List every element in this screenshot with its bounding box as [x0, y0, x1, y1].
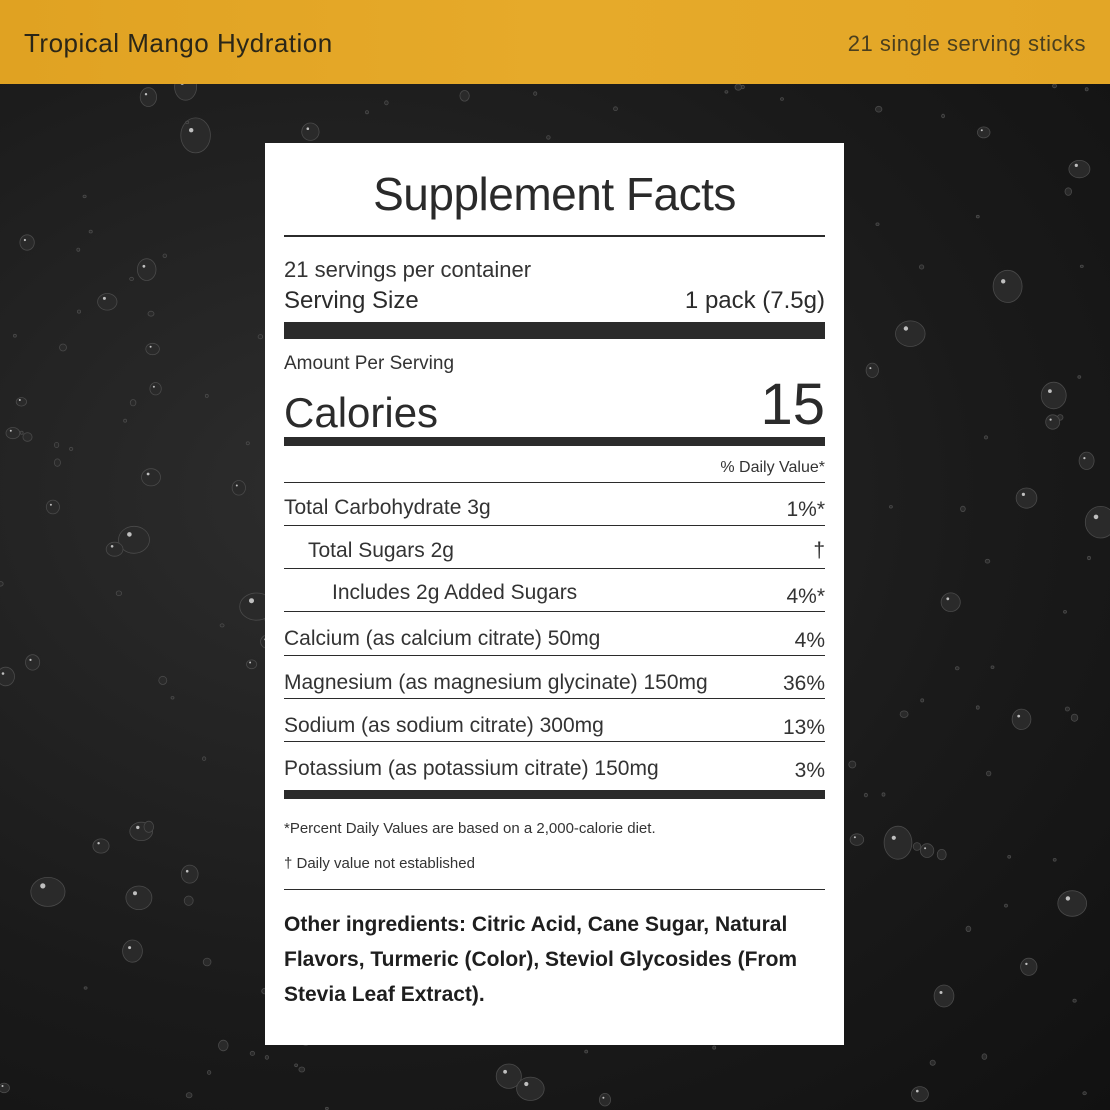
divider: [284, 525, 825, 526]
divider: [284, 698, 825, 699]
calories-label: Calories: [284, 389, 439, 436]
row-magnesium: Magnesium (as magnesium glycinate) 150mg: [284, 671, 708, 694]
footnote-percent: *Percent Daily Values are based on a 2,000-calorie diet.: [284, 820, 656, 837]
dv-magnesium: 36%: [782, 672, 825, 695]
calories-value: 15: [760, 372, 825, 437]
medium-divider: [284, 437, 825, 446]
row-total-carbohydrate: Total Carbohydrate 3g: [284, 496, 491, 519]
medium-divider: [284, 790, 825, 799]
product-title: Tropical Mango Hydration: [24, 28, 333, 58]
divider: [284, 741, 825, 742]
row-calcium: Calcium (as calcium citrate) 50mg: [284, 627, 601, 650]
dv-calcium: 4%: [794, 629, 825, 652]
dv-potassium: 3%: [794, 759, 825, 782]
row-total-sugars: Total Sugars 2g: [308, 539, 454, 562]
row-sodium: Sodium (as sodium citrate) 300mg: [284, 714, 604, 737]
servings-per-container: 21 servings per container: [284, 257, 532, 282]
serving-count: 21 single serving sticks: [847, 31, 1086, 56]
amount-per-serving: Amount Per Serving: [284, 353, 455, 374]
supplement-facts-panel: [265, 143, 844, 1045]
serving-size-label: Serving Size: [284, 287, 419, 314]
divider: [284, 655, 825, 656]
thick-divider: [284, 322, 825, 339]
divider: [284, 568, 825, 569]
row-potassium: Potassium (as potassium citrate) 150mg: [284, 757, 659, 780]
divider: [284, 235, 825, 237]
other-ingredients: Other ingredients: Citric Acid, Cane Sugar, Natural Flavors, Turmeric (Color), Steviol Glycosides (From Stevia Leaf Extract).: [284, 913, 798, 1006]
serving-size-value: 1 pack (7.5g): [684, 287, 825, 314]
footnote-dagger: † Daily value not established: [284, 855, 475, 872]
divider: [284, 611, 825, 612]
dv-sodium: 13%: [782, 716, 825, 739]
daily-value-header: % Daily Value*: [720, 459, 825, 476]
divider: [284, 889, 825, 890]
dv-total-carbohydrate: 1%*: [786, 498, 825, 521]
row-added-sugars: Includes 2g Added Sugars: [332, 581, 578, 604]
divider: [284, 482, 825, 483]
facts-title: Supplement Facts: [373, 168, 736, 220]
header-banner: [0, 0, 1110, 84]
dv-total-sugars: †: [813, 539, 825, 562]
dv-added-sugars: 4%*: [786, 585, 825, 608]
